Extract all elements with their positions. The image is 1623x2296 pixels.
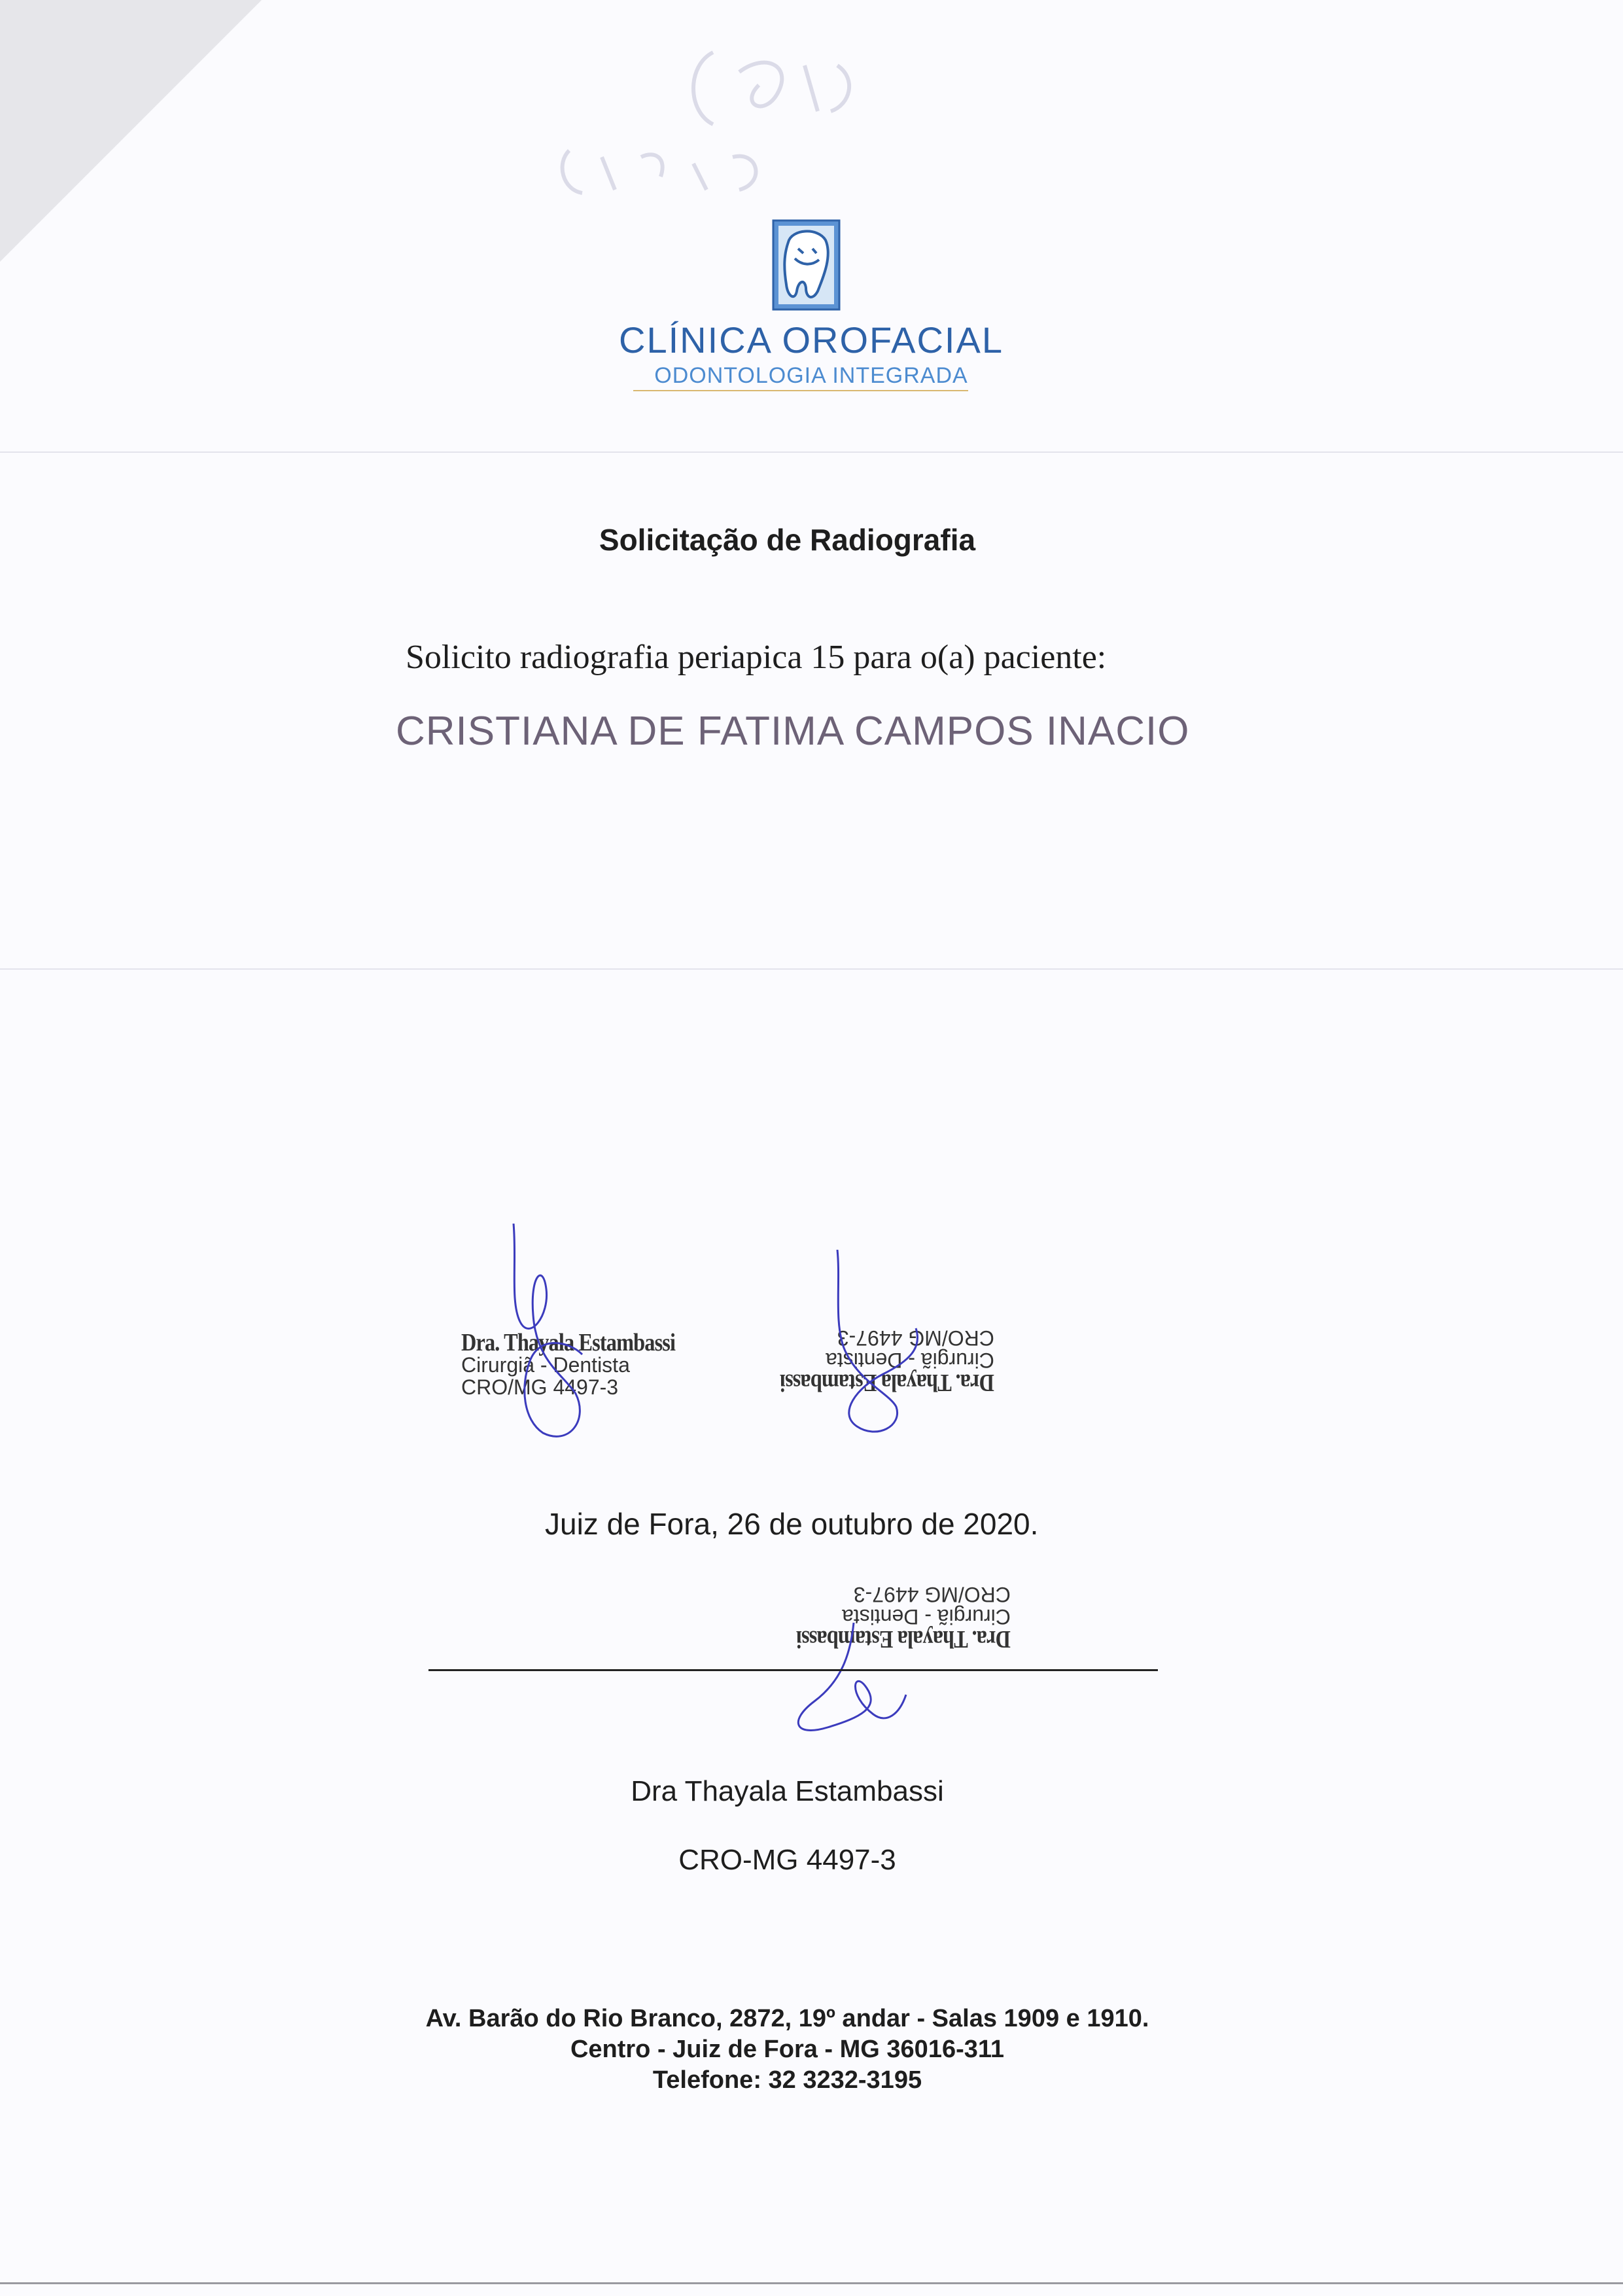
stamp-name: Dra. Thayala Estambassi — [461, 1329, 676, 1356]
document-title: Solicitação de Radiografia — [599, 523, 976, 557]
place-date: Juiz de Fora, 26 de outubro de 2020. — [545, 1507, 1039, 1541]
folded-corner — [0, 0, 262, 262]
signature-line — [428, 1669, 1158, 1671]
clinic-name: CLÍNICA OROFACIAL — [619, 319, 1003, 361]
handwritten-signature — [484, 1224, 615, 1459]
bleed-through-handwriting — [543, 26, 909, 196]
paper-edge — [0, 2282, 1623, 2284]
phone-number: Telefone: 32 3232-3195 — [652, 2066, 922, 2094]
doctor-name: Dra Thayala Estambassi — [631, 1775, 944, 1807]
stamp-name: Dra. Thayala Estambassi — [796, 1625, 1011, 1653]
stamp-registration: CRO/MG 4497-3 — [837, 1326, 994, 1350]
stamp-role: Cirurgiã - Dentista — [461, 1353, 630, 1377]
address-line-1: Av. Barão do Rio Branco, 2872, 19º andar - Salas 1909 e 1910. — [425, 2005, 1149, 2032]
stamp-role: Cirurgiã - Dentista — [826, 1349, 994, 1372]
clinic-address — [0, 2004, 1575, 2096]
paper-fold-line — [0, 968, 1623, 970]
clinic-subtitle: ODONTOLOGIA INTEGRADA — [654, 363, 968, 388]
stamp-registration: CRO/MG 4497-3 — [853, 1583, 1011, 1606]
patient-name: CRISTIANA DE FATIMA CAMPOS INACIO — [396, 709, 1190, 754]
stamp-role: Cirurgiã - Dentista — [842, 1605, 1011, 1629]
request-text: Solicito radiografia periapica 15 para o(a) paciente: — [406, 639, 1107, 676]
stamp-registration: CRO/MG 4497-3 — [461, 1375, 619, 1399]
paper-fold-line — [0, 451, 1623, 453]
clinic-logo-icon — [772, 219, 841, 311]
handwritten-signature — [775, 1616, 919, 1740]
doctor-registration: CRO-MG 4497-3 — [678, 1844, 896, 1876]
handwritten-signature — [818, 1250, 942, 1446]
address-line-2: Centro - Juiz de Fora - MG 36016-311 — [570, 2036, 1005, 2063]
stamp-name: Dra. Thayala Estambassi — [780, 1369, 994, 1396]
letterhead-rule — [633, 390, 968, 391]
